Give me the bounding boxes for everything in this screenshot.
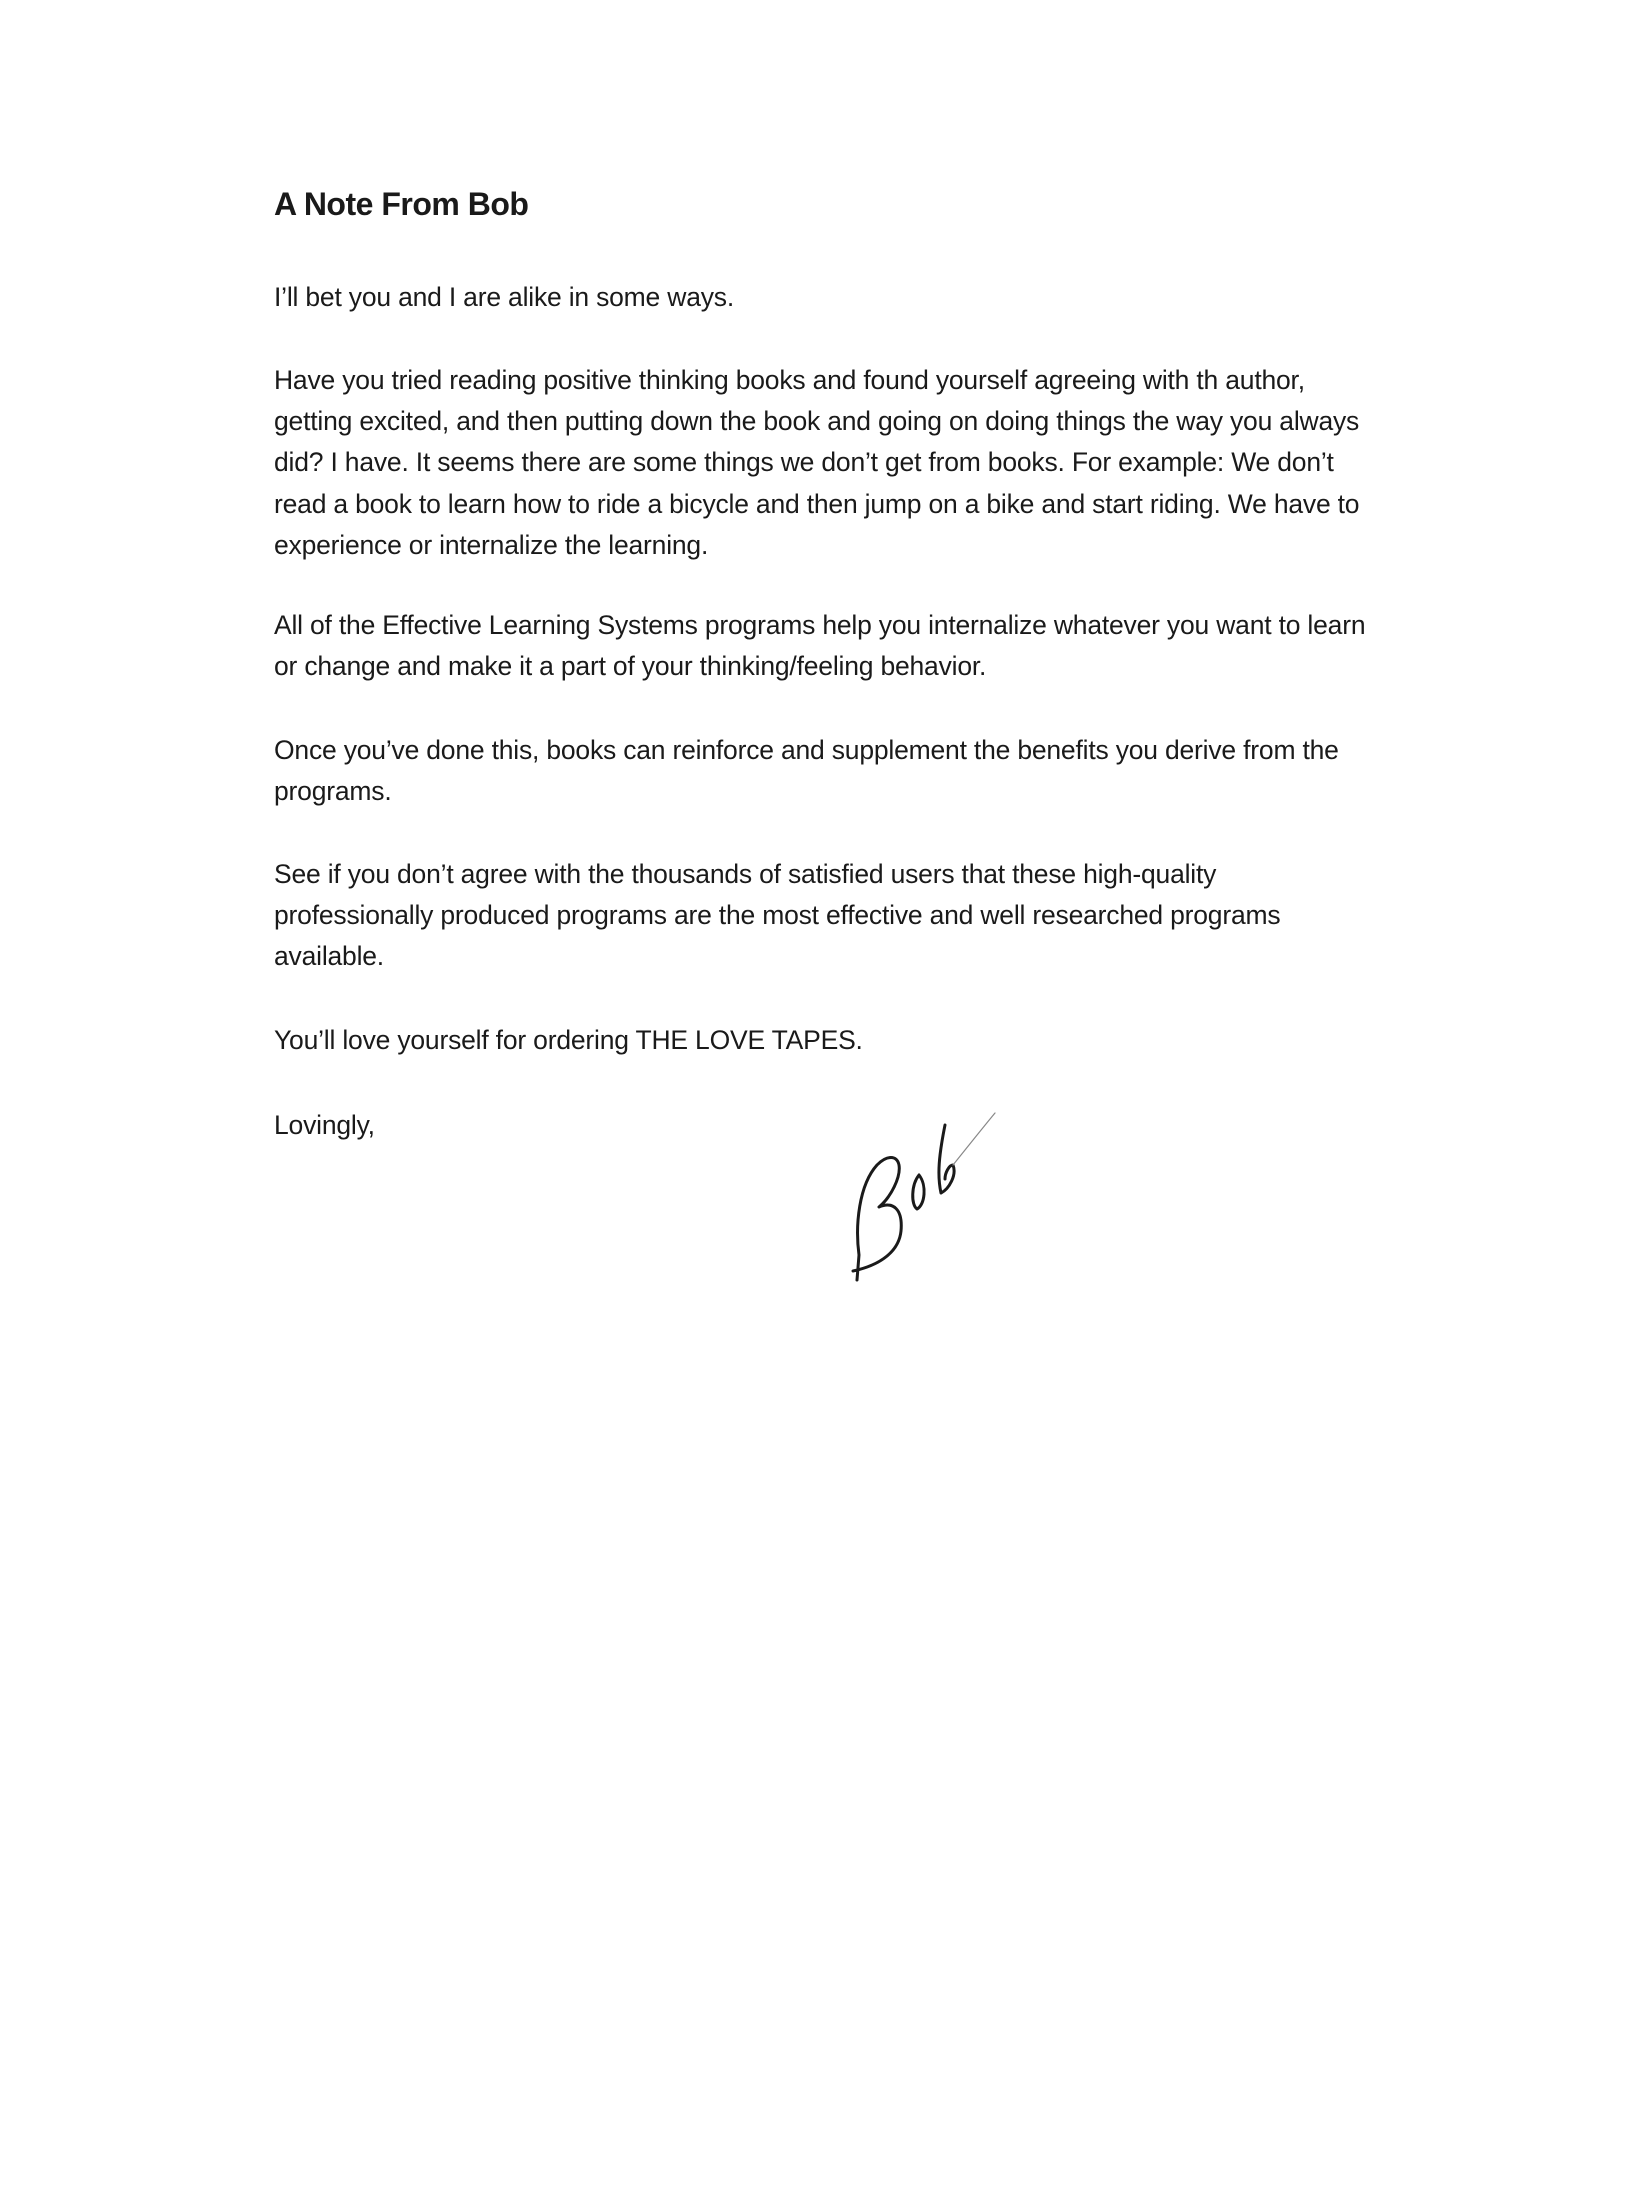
paragraph-4 bbox=[274, 730, 1339, 812]
paragraph-6 bbox=[274, 1020, 863, 1061]
text-line: Once you’ve done this, books can reinforce and supplement the benefits you derive from the bbox=[274, 735, 1339, 765]
text-line: Have you tried reading positive thinking books and found yourself agreeing with th author, bbox=[274, 365, 1305, 395]
text-line: did? I have. It seems there are some things we don’t get from books. For example: We don’t bbox=[274, 447, 1334, 478]
text-line: programs. bbox=[274, 776, 392, 807]
text-line: I’ll bet you and I are alike in some ways. bbox=[274, 282, 734, 312]
text-line: You’ll love yourself for ordering THE LOVE TAPES. bbox=[274, 1025, 863, 1055]
paragraph-5 bbox=[274, 854, 1280, 978]
text-line: getting excited, and then putting down the book and going on doing things the way you always bbox=[274, 406, 1360, 437]
text-line: See if you don’t agree with the thousands of satisfied users that these high-quality bbox=[274, 859, 1217, 889]
text-line: All of the Effective Learning Systems programs help you internalize whatever you want to learn bbox=[274, 610, 1366, 640]
signature bbox=[845, 1105, 1015, 1285]
text-line: or change and make it a part of your thinking/feeling behavior. bbox=[274, 651, 987, 682]
page-title: A Note From Bob bbox=[274, 186, 529, 222]
paragraph-2 bbox=[274, 360, 1359, 566]
text-line: professionally produced programs are the most effective and well researched programs bbox=[274, 900, 1281, 931]
paragraph-1 bbox=[274, 277, 734, 318]
text-line: experience or internalize the learning. bbox=[274, 529, 709, 560]
text-line: read a book to learn how to ride a bicycle and then jump on a bike and start riding. We have to bbox=[274, 488, 1360, 519]
closing: Lovingly, bbox=[274, 1110, 375, 1140]
paragraph-3 bbox=[274, 605, 1365, 687]
text-line: available. bbox=[274, 941, 384, 972]
